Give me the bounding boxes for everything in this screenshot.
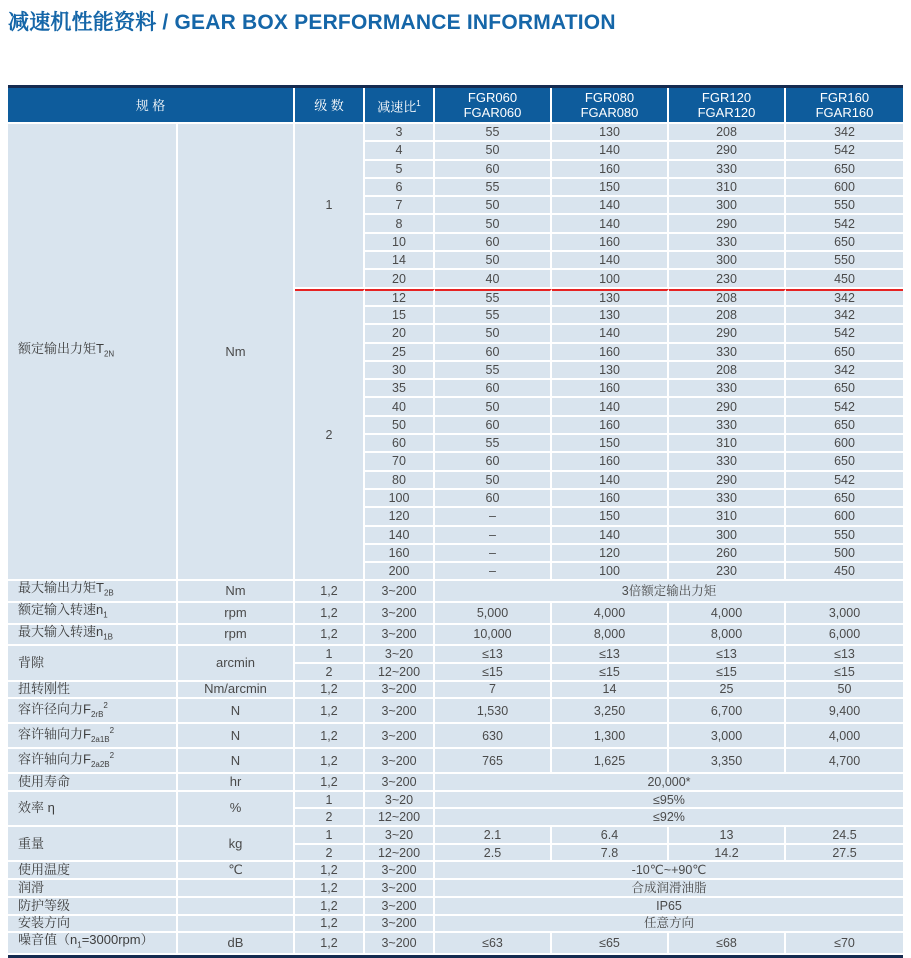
cell-value: 7 <box>435 682 552 700</box>
table-row <box>8 124 903 142</box>
cell-unit: % <box>178 792 295 827</box>
cell-stage: 1,2 <box>295 774 365 792</box>
cell-value: 60 <box>435 490 552 508</box>
cell-value: 140 <box>552 197 669 215</box>
cell-value: 342 <box>786 362 903 380</box>
cell-unit: N <box>178 724 295 749</box>
table-row <box>8 880 903 898</box>
cell-ratio: 3~200 <box>365 880 435 898</box>
cell-value: 8,000 <box>552 625 669 647</box>
cell-ratio: 3~200 <box>365 581 435 603</box>
cell-value: 13 <box>669 827 786 845</box>
cell-stage: 1,2 <box>295 862 365 880</box>
cell-stage: 1,2 <box>295 898 365 916</box>
cell-ratio: 3~200 <box>365 682 435 700</box>
cell-value: 3,000 <box>786 603 903 625</box>
cell-ratio: 60 <box>365 435 435 453</box>
cell-label: 容许轴向力$F_{2a1B}^2$ <box>8 724 178 749</box>
cell-ratio: 80 <box>365 472 435 490</box>
cell-label: 防护等级 <box>8 898 178 916</box>
cell-label: 重量 <box>8 827 178 862</box>
cell-ratio: 3~20 <box>365 646 435 664</box>
cell-value: 300 <box>669 527 786 545</box>
cell-value: ≤68 <box>669 933 786 955</box>
table-row <box>8 916 903 934</box>
cell-ratio: 8 <box>365 215 435 233</box>
cell-value: 300 <box>669 252 786 270</box>
cell-value: 290 <box>669 398 786 416</box>
cell-unit: dB <box>178 933 295 955</box>
cell-value: ≤13 <box>435 646 552 664</box>
cell-stage: 2 <box>295 845 365 863</box>
cell-value: 50 <box>435 398 552 416</box>
cell-merged-value: IP65 <box>435 898 903 916</box>
cell-value: ≤13 <box>552 646 669 664</box>
cell-value: ≤65 <box>552 933 669 955</box>
cell-unit <box>178 916 295 934</box>
cell-value: 140 <box>552 252 669 270</box>
table-row <box>8 581 903 603</box>
table-row <box>8 898 903 916</box>
header-ratio: 减速比$^1$ <box>365 88 435 124</box>
cell-ratio: 50 <box>365 417 435 435</box>
cell-ratio: 3~200 <box>365 625 435 647</box>
header-model-fgr060: FGR060 FGAR060 <box>435 88 552 124</box>
cell-value: 50 <box>435 142 552 160</box>
cell-value: 4,000 <box>552 603 669 625</box>
cell-value: ≤63 <box>435 933 552 955</box>
cell-stage: 1 <box>295 827 365 845</box>
cell-value: 140 <box>552 325 669 343</box>
cell-value: 330 <box>669 161 786 179</box>
table-row <box>8 625 903 647</box>
cell-value: 330 <box>669 417 786 435</box>
cell-ratio: 15 <box>365 307 435 325</box>
cell-value: 50 <box>786 682 903 700</box>
cell-value: 650 <box>786 161 903 179</box>
cell-ratio: 160 <box>365 545 435 563</box>
cell-ratio: 3~200 <box>365 749 435 774</box>
cell-value: 14 <box>552 682 669 700</box>
cell-unit <box>178 880 295 898</box>
cell-ratio: 14 <box>365 252 435 270</box>
cell-value: 55 <box>435 435 552 453</box>
cell-unit: hr <box>178 774 295 792</box>
cell-value: 9,400 <box>786 699 903 724</box>
cell-value: 290 <box>669 472 786 490</box>
cell-value: 160 <box>552 453 669 471</box>
table-row <box>8 682 903 700</box>
cell-value: 290 <box>669 325 786 343</box>
cell-value: 260 <box>669 545 786 563</box>
cell-value: 542 <box>786 215 903 233</box>
cell-value: 650 <box>786 417 903 435</box>
cell-value: 14.2 <box>669 845 786 863</box>
cell-value: 150 <box>552 179 669 197</box>
table-row <box>8 862 903 880</box>
header-model-fgr080: FGR080 FGAR080 <box>552 88 669 124</box>
cell-merged-value: 3倍额定输出力矩 <box>435 581 903 603</box>
cell-value: 150 <box>552 508 669 526</box>
cell-value: 330 <box>669 234 786 252</box>
cell-stage: 1,2 <box>295 581 365 603</box>
cell-value: 290 <box>669 215 786 233</box>
cell-stage: 1,2 <box>295 880 365 898</box>
cell-value: 208 <box>669 124 786 142</box>
cell-ratio: 3~200 <box>365 699 435 724</box>
cell-merged-value: ≤95% <box>435 792 903 810</box>
cell-value: 160 <box>552 490 669 508</box>
cell-ratio: 70 <box>365 453 435 471</box>
cell-value: 55 <box>435 124 552 142</box>
cell-stage: 2 <box>295 809 365 827</box>
cell-label: 扭转刚性 <box>8 682 178 700</box>
cell-unit: Nm <box>178 581 295 603</box>
cell-value: 130 <box>552 362 669 380</box>
cell-label: 使用温度 <box>8 862 178 880</box>
cell-value: 500 <box>786 545 903 563</box>
cell-value: 55 <box>435 179 552 197</box>
cell-label: 润滑 <box>8 880 178 898</box>
cell-value: 140 <box>552 527 669 545</box>
cell-stage: 1,2 <box>295 603 365 625</box>
cell-value: 160 <box>552 380 669 398</box>
cell-value: 2.1 <box>435 827 552 845</box>
cell-stage: 1 <box>295 646 365 664</box>
table-header-row <box>8 88 903 124</box>
cell-value: – <box>435 545 552 563</box>
gearbox-performance-table <box>8 85 903 958</box>
table-row <box>8 724 903 749</box>
cell-label: 容许径向力$F_{2rB}^2$ <box>8 699 178 724</box>
cell-value: 1,530 <box>435 699 552 724</box>
cell-value: 27.5 <box>786 845 903 863</box>
cell-value: 765 <box>435 749 552 774</box>
table-row <box>8 749 903 774</box>
cell-value: 600 <box>786 508 903 526</box>
cell-ratio: 3~200 <box>365 898 435 916</box>
cell-value: 342 <box>786 124 903 142</box>
cell-label: 安装方向 <box>8 916 178 934</box>
cell-ratio: 3~200 <box>365 862 435 880</box>
cell-label: 额定输入转速$n_1$ <box>8 603 178 625</box>
cell-value: 55 <box>435 307 552 325</box>
cell-merged-value: 20,000* <box>435 774 903 792</box>
cell-value: 10,000 <box>435 625 552 647</box>
cell-value: 6,700 <box>669 699 786 724</box>
cell-value: 60 <box>435 453 552 471</box>
cell-ratio: 6 <box>365 179 435 197</box>
cell-ratio: 3~200 <box>365 774 435 792</box>
cell-ratio: 25 <box>365 344 435 362</box>
cell-value: 650 <box>786 344 903 362</box>
cell-ratio: 12~200 <box>365 809 435 827</box>
cell-value: 50 <box>435 472 552 490</box>
cell-ratio: 3~200 <box>365 603 435 625</box>
cell-value: 300 <box>669 197 786 215</box>
cell-value: 230 <box>669 563 786 581</box>
page-title: 减速机性能资料 / GEAR BOX PERFORMANCE INFORMATION <box>8 11 616 34</box>
cell-value: 6.4 <box>552 827 669 845</box>
cell-value: ≤15 <box>786 664 903 682</box>
cell-value: 310 <box>669 435 786 453</box>
cell-value: 330 <box>669 453 786 471</box>
cell-value: ≤15 <box>435 664 552 682</box>
cell-value: 160 <box>552 234 669 252</box>
cell-value: 3,250 <box>552 699 669 724</box>
cell-ratio: 3~200 <box>365 933 435 955</box>
header-stages: 级 数 <box>295 88 365 124</box>
cell-value: 120 <box>552 545 669 563</box>
cell-value: 330 <box>669 380 786 398</box>
cell-stage: 1,2 <box>295 724 365 749</box>
cell-value: 1,300 <box>552 724 669 749</box>
header-model-fgr160: FGR160 FGAR160 <box>786 88 903 124</box>
cell-unit: ℃ <box>178 862 295 880</box>
cell-unit: N <box>178 699 295 724</box>
cell-merged-value: 任意方向 <box>435 916 903 934</box>
cell-value: 542 <box>786 398 903 416</box>
cell-merged-value: ≤92% <box>435 809 903 827</box>
cell-label: 效率 η <box>8 792 178 827</box>
cell-label: 背隙 <box>8 646 178 681</box>
cell-stage: 1 <box>295 124 365 289</box>
cell-value: ≤13 <box>786 646 903 664</box>
cell-value: 130 <box>552 307 669 325</box>
cell-value: 330 <box>669 490 786 508</box>
cell-ratio: 12 <box>365 289 435 307</box>
cell-value: 600 <box>786 179 903 197</box>
cell-label: 容许轴向力$F_{2a2B}^2$ <box>8 749 178 774</box>
cell-value: ≤15 <box>669 664 786 682</box>
table-row <box>8 774 903 792</box>
cell-ratio: 3~200 <box>365 916 435 934</box>
cell-value: 55 <box>435 289 552 307</box>
cell-ratio: 4 <box>365 142 435 160</box>
cell-unit: N <box>178 749 295 774</box>
cell-ratio: 3~200 <box>365 724 435 749</box>
cell-value: 160 <box>552 417 669 435</box>
cell-value: 40 <box>435 270 552 288</box>
cell-value: 542 <box>786 142 903 160</box>
cell-value: 60 <box>435 344 552 362</box>
cell-value: 330 <box>669 344 786 362</box>
cell-unit: Nm <box>178 124 295 581</box>
cell-value: ≤13 <box>669 646 786 664</box>
cell-value: 140 <box>552 215 669 233</box>
cell-value: 100 <box>552 563 669 581</box>
cell-stage: 1,2 <box>295 933 365 955</box>
cell-value: 3,000 <box>669 724 786 749</box>
cell-value: 208 <box>669 307 786 325</box>
cell-value: 140 <box>552 398 669 416</box>
cell-value: 2.5 <box>435 845 552 863</box>
cell-value: 550 <box>786 527 903 545</box>
cell-value: 450 <box>786 563 903 581</box>
cell-value: 630 <box>435 724 552 749</box>
cell-value: 550 <box>786 252 903 270</box>
cell-label: 最大输出力矩$T_{2B}$ <box>8 581 178 603</box>
cell-label: 最大输入转速$n_{1B}$ <box>8 625 178 647</box>
cell-ratio: 12~200 <box>365 845 435 863</box>
cell-value: 450 <box>786 270 903 288</box>
cell-value: ≤70 <box>786 933 903 955</box>
cell-stage: 1,2 <box>295 682 365 700</box>
cell-value: 542 <box>786 325 903 343</box>
cell-label: 噪音值$(n_1=3000rpm)$ <box>8 933 178 955</box>
cell-stage: 1 <box>295 792 365 810</box>
cell-ratio: 10 <box>365 234 435 252</box>
cell-value: 60 <box>435 161 552 179</box>
table-row <box>8 792 903 810</box>
cell-value: 130 <box>552 289 669 307</box>
cell-value: 100 <box>552 270 669 288</box>
cell-value: 550 <box>786 197 903 215</box>
cell-value: 50 <box>435 197 552 215</box>
cell-value: – <box>435 527 552 545</box>
cell-value: 160 <box>552 344 669 362</box>
cell-ratio: 3~20 <box>365 827 435 845</box>
cell-value: 55 <box>435 362 552 380</box>
cell-value: 230 <box>669 270 786 288</box>
cell-value: 4,700 <box>786 749 903 774</box>
cell-value: 650 <box>786 490 903 508</box>
cell-ratio: 12~200 <box>365 664 435 682</box>
cell-ratio: 5 <box>365 161 435 179</box>
cell-value: 60 <box>435 234 552 252</box>
cell-value: 60 <box>435 380 552 398</box>
table-row <box>8 646 903 664</box>
cell-label: 额定输出力矩$T_{2N}$ <box>8 124 178 581</box>
cell-value: 3,350 <box>669 749 786 774</box>
cell-unit: kg <box>178 827 295 862</box>
header-model-fgr120: FGR120 FGAR120 <box>669 88 786 124</box>
cell-unit: rpm <box>178 625 295 647</box>
cell-stage: 1,2 <box>295 699 365 724</box>
cell-ratio: 40 <box>365 398 435 416</box>
cell-unit: Nm/arcmin <box>178 682 295 700</box>
cell-value: – <box>435 563 552 581</box>
cell-value: 208 <box>669 289 786 307</box>
cell-value: 60 <box>435 417 552 435</box>
cell-value: ≤15 <box>552 664 669 682</box>
cell-value: 650 <box>786 234 903 252</box>
table-row <box>8 827 903 845</box>
table-row <box>8 933 903 955</box>
cell-value: 1,625 <box>552 749 669 774</box>
cell-value: – <box>435 508 552 526</box>
cell-ratio: 3 <box>365 124 435 142</box>
cell-value: 4,000 <box>786 724 903 749</box>
cell-value: 342 <box>786 289 903 307</box>
cell-ratio: 100 <box>365 490 435 508</box>
cell-stage: 1,2 <box>295 749 365 774</box>
cell-value: 290 <box>669 142 786 160</box>
cell-ratio: 200 <box>365 563 435 581</box>
cell-merged-value: 合成润滑油脂 <box>435 880 903 898</box>
cell-value: 50 <box>435 252 552 270</box>
cell-value: 150 <box>552 435 669 453</box>
cell-value: 50 <box>435 325 552 343</box>
cell-value: 310 <box>669 508 786 526</box>
cell-unit <box>178 898 295 916</box>
cell-value: 4,000 <box>669 603 786 625</box>
table-row <box>8 699 903 724</box>
cell-value: 130 <box>552 124 669 142</box>
cell-value: 50 <box>435 215 552 233</box>
cell-ratio: 20 <box>365 325 435 343</box>
cell-value: 542 <box>786 472 903 490</box>
cell-value: 24.5 <box>786 827 903 845</box>
cell-value: 7.8 <box>552 845 669 863</box>
cell-ratio: 7 <box>365 197 435 215</box>
cell-value: 600 <box>786 435 903 453</box>
cell-ratio: 35 <box>365 380 435 398</box>
cell-merged-value: -10℃~+90℃ <box>435 862 903 880</box>
cell-value: 160 <box>552 161 669 179</box>
cell-unit: rpm <box>178 603 295 625</box>
cell-ratio: 3~20 <box>365 792 435 810</box>
cell-value: 5,000 <box>435 603 552 625</box>
cell-value: 208 <box>669 362 786 380</box>
cell-stage: 2 <box>295 289 365 582</box>
cell-value: 650 <box>786 453 903 471</box>
cell-value: 25 <box>669 682 786 700</box>
cell-ratio: 140 <box>365 527 435 545</box>
cell-value: 342 <box>786 307 903 325</box>
cell-value: 650 <box>786 380 903 398</box>
cell-value: 8,000 <box>669 625 786 647</box>
cell-value: 310 <box>669 179 786 197</box>
cell-value: 140 <box>552 142 669 160</box>
cell-ratio: 30 <box>365 362 435 380</box>
cell-stage: 1,2 <box>295 916 365 934</box>
cell-ratio: 120 <box>365 508 435 526</box>
cell-ratio: 20 <box>365 270 435 288</box>
table-body <box>8 124 903 955</box>
cell-stage: 2 <box>295 664 365 682</box>
cell-value: 6,000 <box>786 625 903 647</box>
cell-unit: arcmin <box>178 646 295 681</box>
cell-stage: 1,2 <box>295 625 365 647</box>
table-row <box>8 603 903 625</box>
header-spec: 规 格 <box>8 88 295 124</box>
cell-value: 140 <box>552 472 669 490</box>
cell-label: 使用寿命 <box>8 774 178 792</box>
